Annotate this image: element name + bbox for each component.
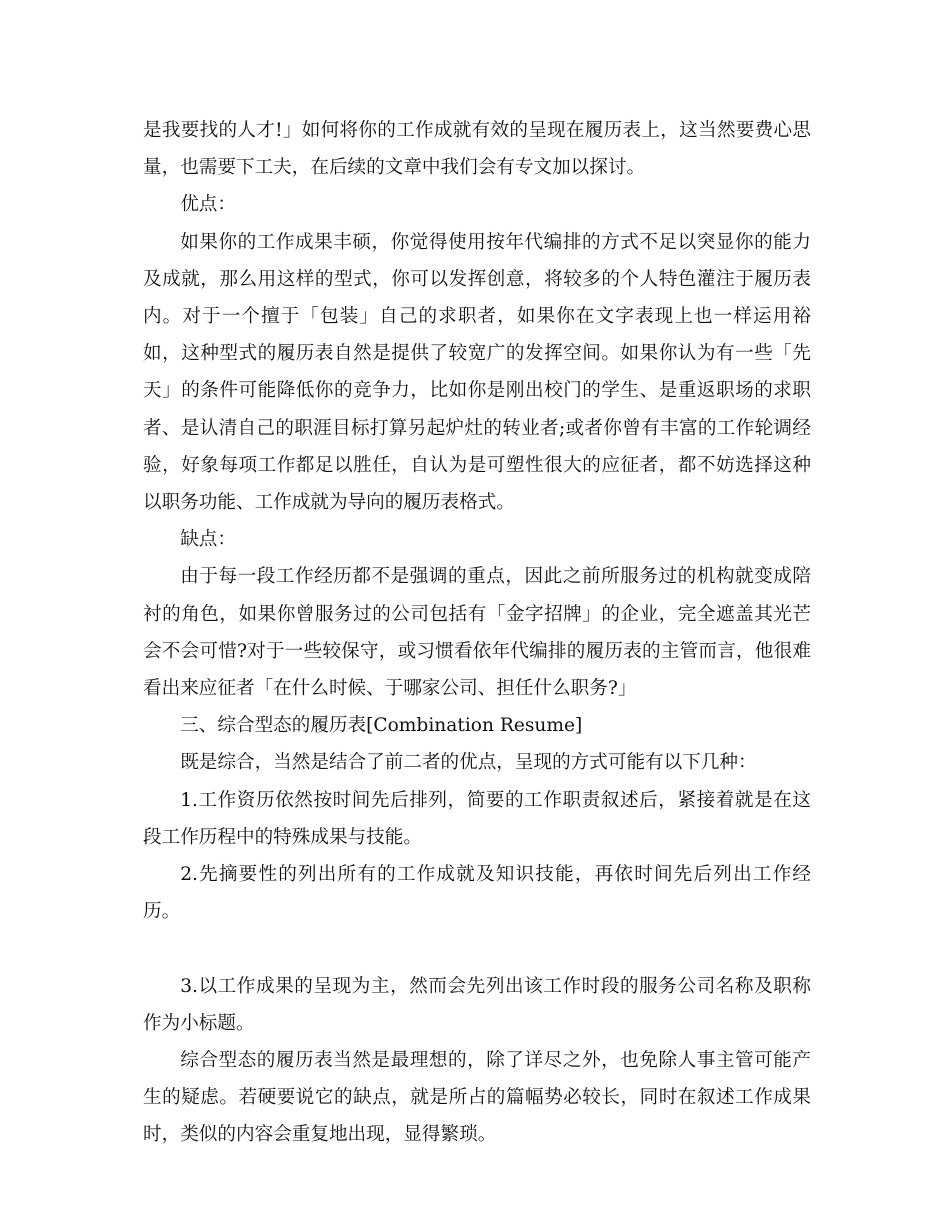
paragraph-intro-continuation: 是我要找的人才!」如何将你的工作成就有效的呈现在履历表上，这当然要费心思量，也需要下工夫，在后续的文章中我们会有专文加以探讨。	[143, 120, 811, 179]
paragraph-combination-intro: 既是综合，当然是结合了前二者的优点，呈现的方式可能有以下几种：	[180, 752, 757, 774]
section-heading-combination-resume: 三、综合型态的履历表[Combination Resume]	[180, 715, 583, 737]
blank-line	[143, 930, 811, 967]
paragraph-disadvantages: 由于每一段工作经历都不是强调的重点，因此之前所服务过的机构就变成陪衬的角色，如果你曾服务过的公司包括有「金字招牌」的企业，完全遮盖其光芒会不会可惜?对于一些较保守，或习惯看依年代编排的履历表的主管而言，他很难看出来应征者「在什么时候、于哪家公司、担任什么职务?」	[143, 566, 811, 700]
paragraph-combination-summary: 综合型态的履历表当然是最理想的，除了详尽之外，也免除人事主管可能产生的疑虑。若硬要说它的缺点，就是所占的篇幅势必较长，同时在叙述工作成果时，类似的内容会重复地出现，显得繁琐。	[143, 1050, 811, 1146]
list-item-2: 2.先摘要性的列出所有的工作成就及知识技能，再依时间先后列出工作经历。	[143, 864, 811, 923]
list-item-3: 3.以工作成果的呈现为主，然而会先列出该工作时段的服务公司名称及职称作为小标题。	[143, 975, 811, 1034]
list-item-1: 1.工作资历依然按时间先后排列，简要的工作职责叙述后，紧接着就是在这段工作历程中的特殊成果与技能。	[143, 789, 811, 848]
document-page	[143, 112, 811, 1154]
paragraph-advantages: 如果你的工作成果丰硕，你觉得使用按年代编排的方式不足以突显你的能力及成就，那么用这样的型式，你可以发挥创意，将较多的个人特色灌注于履历表内。对于一个擅于「包装」自己的求职者，如果你在文字表现上也一样运用裕如，这种型式的履历表自然是提供了较宽广的发挥空间。如果你认为有一些「先天」的条件可能降低你的竞争力，比如你是刚出校门的学生、是重返职场的求职者、是认清自己的职涯目标打算另起炉灶的转业者;或者你曾有丰富的工作轮调经验，好象每项工作都足以胜任，自认为是可塑性很大的应征者，都不妨选择这种以职务功能、工作成就为导向的履历表格式。	[143, 231, 811, 514]
heading-advantages: 优点：	[180, 194, 236, 216]
heading-disadvantages: 缺点：	[180, 529, 236, 551]
